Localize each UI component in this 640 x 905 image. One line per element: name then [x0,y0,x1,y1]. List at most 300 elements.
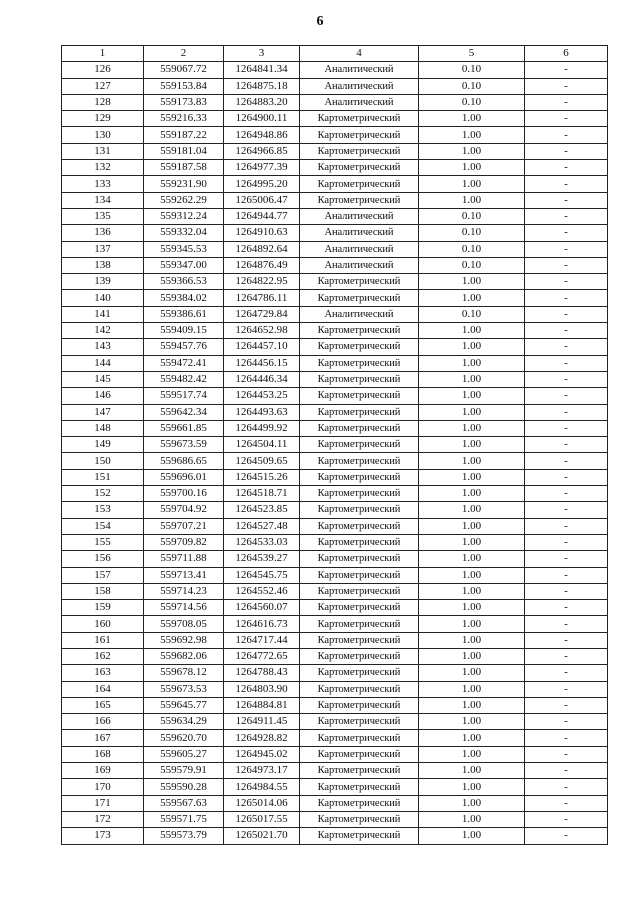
method-cell: Картометрический [300,632,419,648]
method-cell: Картометрический [300,420,419,436]
point-number-cell: 171 [62,795,144,811]
point-number-cell: 156 [62,551,144,567]
x-coordinate-cell: 559181.04 [144,143,224,159]
method-cell: Картометрический [300,730,419,746]
table-row [62,192,608,208]
x-coordinate-cell: 559366.53 [144,274,224,290]
accuracy-cell: 1.00 [419,371,525,387]
note-cell: - [525,225,608,241]
method-cell: Картометрический [300,404,419,420]
note-cell: - [525,208,608,224]
x-coordinate-cell: 559347.00 [144,257,224,273]
x-coordinate-cell: 559262.29 [144,192,224,208]
method-cell: Картометрический [300,371,419,387]
y-coordinate-cell: 1264453.25 [224,388,300,404]
column-header-4: 4 [300,46,419,62]
accuracy-cell: 1.00 [419,665,525,681]
point-number-cell: 131 [62,143,144,159]
accuracy-cell: 1.00 [419,127,525,143]
accuracy-cell: 1.00 [419,583,525,599]
note-cell: - [525,763,608,779]
accuracy-cell: 1.00 [419,160,525,176]
y-coordinate-cell: 1264493.63 [224,404,300,420]
x-coordinate-cell: 559713.41 [144,567,224,583]
point-number-cell: 141 [62,306,144,322]
note-cell: - [525,518,608,534]
table-row [62,632,608,648]
accuracy-cell: 1.00 [419,290,525,306]
table-row [62,697,608,713]
y-coordinate-cell: 1264977.39 [224,160,300,176]
point-number-cell: 147 [62,404,144,420]
x-coordinate-cell: 559661.85 [144,420,224,436]
method-cell: Картометрический [300,388,419,404]
x-coordinate-cell: 559714.23 [144,583,224,599]
accuracy-cell: 1.00 [419,730,525,746]
accuracy-cell: 1.00 [419,600,525,616]
method-cell: Картометрический [300,453,419,469]
accuracy-cell: 1.00 [419,551,525,567]
method-cell: Картометрический [300,534,419,550]
point-number-cell: 160 [62,616,144,632]
point-number-cell: 142 [62,323,144,339]
method-cell: Картометрический [300,274,419,290]
note-cell: - [525,648,608,664]
point-number-cell: 139 [62,274,144,290]
y-coordinate-cell: 1264948.86 [224,127,300,143]
method-cell: Аналитический [300,257,419,273]
table-row [62,583,608,599]
point-number-cell: 163 [62,665,144,681]
note-cell: - [525,730,608,746]
note-cell: - [525,567,608,583]
table-row [62,714,608,730]
point-number-cell: 170 [62,779,144,795]
y-coordinate-cell: 1264616.73 [224,616,300,632]
accuracy-cell: 1.00 [419,616,525,632]
y-coordinate-cell: 1264788.43 [224,665,300,681]
point-number-cell: 130 [62,127,144,143]
y-coordinate-cell: 1264539.27 [224,551,300,567]
table-row [62,371,608,387]
table-row [62,795,608,811]
note-cell: - [525,371,608,387]
method-cell: Картометрический [300,567,419,583]
note-cell: - [525,534,608,550]
point-number-cell: 169 [62,763,144,779]
x-coordinate-cell: 559153.84 [144,78,224,94]
x-coordinate-cell: 559620.70 [144,730,224,746]
x-coordinate-cell: 559696.01 [144,469,224,485]
method-cell: Аналитический [300,208,419,224]
accuracy-cell: 0.10 [419,225,525,241]
table-row [62,290,608,306]
x-coordinate-cell: 559231.90 [144,176,224,192]
method-cell: Аналитический [300,78,419,94]
method-cell: Аналитический [300,62,419,78]
y-coordinate-cell: 1264515.26 [224,469,300,485]
y-coordinate-cell: 1264995.20 [224,176,300,192]
page-number: 6 [316,14,324,29]
accuracy-cell: 1.00 [419,534,525,550]
table-row [62,143,608,159]
method-cell: Картометрический [300,160,419,176]
accuracy-cell: 1.00 [419,420,525,436]
method-cell: Картометрический [300,828,419,844]
point-number-cell: 138 [62,257,144,273]
accuracy-cell: 0.10 [419,208,525,224]
method-cell: Картометрический [300,583,419,599]
point-number-cell: 136 [62,225,144,241]
note-cell: - [525,583,608,599]
note-cell: - [525,420,608,436]
table-row [62,486,608,502]
point-number-cell: 166 [62,714,144,730]
column-header-6: 6 [525,46,608,62]
accuracy-cell: 1.00 [419,502,525,518]
point-number-cell: 155 [62,534,144,550]
accuracy-cell: 1.00 [419,681,525,697]
point-number-cell: 133 [62,176,144,192]
x-coordinate-cell: 559605.27 [144,746,224,762]
table-row [62,779,608,795]
y-coordinate-cell: 1264518.71 [224,486,300,502]
table-row [62,665,608,681]
point-number-cell: 164 [62,681,144,697]
x-coordinate-cell: 559590.28 [144,779,224,795]
accuracy-cell: 0.10 [419,78,525,94]
x-coordinate-cell: 559700.16 [144,486,224,502]
table-row [62,811,608,827]
table-row [62,78,608,94]
method-cell: Картометрический [300,339,419,355]
table-row [62,388,608,404]
table-row [62,111,608,127]
accuracy-cell: 1.00 [419,469,525,485]
x-coordinate-cell: 559673.53 [144,681,224,697]
accuracy-cell: 1.00 [419,274,525,290]
note-cell: - [525,94,608,110]
x-coordinate-cell: 559067.72 [144,62,224,78]
method-cell: Картометрический [300,697,419,713]
x-coordinate-cell: 559312.24 [144,208,224,224]
table-row [62,404,608,420]
note-cell: - [525,681,608,697]
y-coordinate-cell: 1264892.64 [224,241,300,257]
x-coordinate-cell: 559345.53 [144,241,224,257]
table-row [62,600,608,616]
point-number-cell: 153 [62,502,144,518]
point-number-cell: 149 [62,437,144,453]
x-coordinate-cell: 559678.12 [144,665,224,681]
accuracy-cell: 0.10 [419,241,525,257]
note-cell: - [525,486,608,502]
point-number-cell: 167 [62,730,144,746]
method-cell: Картометрический [300,811,419,827]
table-row [62,469,608,485]
x-coordinate-cell: 559573.79 [144,828,224,844]
method-cell: Картометрический [300,714,419,730]
note-cell: - [525,600,608,616]
table-row [62,648,608,664]
table-row [62,567,608,583]
accuracy-cell: 1.00 [419,632,525,648]
table-row [62,241,608,257]
method-cell: Картометрический [300,779,419,795]
x-coordinate-cell: 559216.33 [144,111,224,127]
x-coordinate-cell: 559711.88 [144,551,224,567]
x-coordinate-cell: 559187.22 [144,127,224,143]
y-coordinate-cell: 1264509.65 [224,453,300,469]
point-number-cell: 150 [62,453,144,469]
table-row [62,355,608,371]
method-cell: Картометрический [300,323,419,339]
x-coordinate-cell: 559457.76 [144,339,224,355]
accuracy-cell: 1.00 [419,518,525,534]
x-coordinate-cell: 559579.91 [144,763,224,779]
table-row [62,616,608,632]
point-number-cell: 159 [62,600,144,616]
note-cell: - [525,160,608,176]
method-cell: Картометрический [300,795,419,811]
note-cell: - [525,62,608,78]
table-row [62,534,608,550]
accuracy-cell: 1.00 [419,697,525,713]
method-cell: Картометрический [300,648,419,664]
y-coordinate-cell: 1265014.06 [224,795,300,811]
table-row [62,160,608,176]
table-row [62,274,608,290]
y-coordinate-cell: 1264457.10 [224,339,300,355]
accuracy-cell: 0.10 [419,306,525,322]
y-coordinate-cell: 1264729.84 [224,306,300,322]
table-row [62,62,608,78]
table-row [62,94,608,110]
point-number-cell: 157 [62,567,144,583]
point-number-cell: 151 [62,469,144,485]
note-cell: - [525,323,608,339]
y-coordinate-cell: 1264552.46 [224,583,300,599]
y-coordinate-cell: 1264527.48 [224,518,300,534]
method-cell: Картометрический [300,551,419,567]
accuracy-cell: 1.00 [419,176,525,192]
x-coordinate-cell: 559708.05 [144,616,224,632]
table-row [62,763,608,779]
table-row [62,681,608,697]
x-coordinate-cell: 559386.61 [144,306,224,322]
y-coordinate-cell: 1264456.15 [224,355,300,371]
method-cell: Картометрический [300,746,419,762]
note-cell: - [525,665,608,681]
table-row [62,420,608,436]
note-cell: - [525,404,608,420]
note-cell: - [525,828,608,844]
note-cell: - [525,811,608,827]
method-cell: Картометрический [300,681,419,697]
note-cell: - [525,143,608,159]
column-header-2: 2 [144,46,224,62]
point-number-cell: 146 [62,388,144,404]
y-coordinate-cell: 1265006.47 [224,192,300,208]
point-number-cell: 140 [62,290,144,306]
table-row [62,306,608,322]
note-cell: - [525,795,608,811]
y-coordinate-cell: 1264786.11 [224,290,300,306]
point-number-cell: 135 [62,208,144,224]
x-coordinate-cell: 559634.29 [144,714,224,730]
point-number-cell: 144 [62,355,144,371]
point-number-cell: 158 [62,583,144,599]
note-cell: - [525,274,608,290]
accuracy-cell: 0.10 [419,94,525,110]
y-coordinate-cell: 1264545.75 [224,567,300,583]
accuracy-cell: 1.00 [419,567,525,583]
y-coordinate-cell: 1264875.18 [224,78,300,94]
y-coordinate-cell: 1264900.11 [224,111,300,127]
note-cell: - [525,453,608,469]
y-coordinate-cell: 1264652.98 [224,323,300,339]
method-cell: Картометрический [300,111,419,127]
method-cell: Картометрический [300,176,419,192]
note-cell: - [525,111,608,127]
note-cell: - [525,339,608,355]
y-coordinate-cell: 1264772.65 [224,648,300,664]
method-cell: Аналитический [300,241,419,257]
y-coordinate-cell: 1264911.45 [224,714,300,730]
x-coordinate-cell: 559704.92 [144,502,224,518]
accuracy-cell: 1.00 [419,795,525,811]
y-coordinate-cell: 1264523.85 [224,502,300,518]
method-cell: Аналитический [300,306,419,322]
accuracy-cell: 1.00 [419,486,525,502]
table-row [62,746,608,762]
note-cell: - [525,355,608,371]
y-coordinate-cell: 1265017.55 [224,811,300,827]
accuracy-cell: 1.00 [419,437,525,453]
method-cell: Картометрический [300,143,419,159]
y-coordinate-cell: 1264984.55 [224,779,300,795]
x-coordinate-cell: 559384.02 [144,290,224,306]
note-cell: - [525,388,608,404]
note-cell: - [525,257,608,273]
accuracy-cell: 1.00 [419,763,525,779]
y-coordinate-cell: 1264533.03 [224,534,300,550]
point-number-cell: 137 [62,241,144,257]
note-cell: - [525,290,608,306]
table-row [62,518,608,534]
y-coordinate-cell: 1264945.02 [224,746,300,762]
method-cell: Картометрический [300,616,419,632]
y-coordinate-cell: 1264560.07 [224,600,300,616]
note-cell: - [525,616,608,632]
accuracy-cell: 1.00 [419,355,525,371]
table-header [62,46,608,62]
table-row [62,502,608,518]
method-cell: Картометрический [300,600,419,616]
point-number-cell: 152 [62,486,144,502]
point-number-cell: 134 [62,192,144,208]
accuracy-cell: 1.00 [419,779,525,795]
coordinates-table [61,45,608,845]
note-cell: - [525,192,608,208]
x-coordinate-cell: 559692.98 [144,632,224,648]
y-coordinate-cell: 1264841.34 [224,62,300,78]
table-row [62,257,608,273]
x-coordinate-cell: 559707.21 [144,518,224,534]
note-cell: - [525,241,608,257]
y-coordinate-cell: 1264944.77 [224,208,300,224]
table-row [62,176,608,192]
table-row [62,225,608,241]
header-row [62,46,608,62]
method-cell: Картометрический [300,502,419,518]
point-number-cell: 168 [62,746,144,762]
x-coordinate-cell: 559472.41 [144,355,224,371]
note-cell: - [525,502,608,518]
point-number-cell: 127 [62,78,144,94]
note-cell: - [525,714,608,730]
x-coordinate-cell: 559682.06 [144,648,224,664]
point-number-cell: 165 [62,697,144,713]
method-cell: Картометрический [300,486,419,502]
method-cell: Картометрический [300,192,419,208]
accuracy-cell: 1.00 [419,192,525,208]
y-coordinate-cell: 1264803.90 [224,681,300,697]
accuracy-cell: 1.00 [419,714,525,730]
note-cell: - [525,176,608,192]
note-cell: - [525,746,608,762]
y-coordinate-cell: 1264717.44 [224,632,300,648]
accuracy-cell: 1.00 [419,111,525,127]
accuracy-cell: 0.10 [419,257,525,273]
accuracy-cell: 1.00 [419,339,525,355]
accuracy-cell: 1.00 [419,453,525,469]
point-number-cell: 173 [62,828,144,844]
y-coordinate-cell: 1264883.20 [224,94,300,110]
note-cell: - [525,779,608,795]
note-cell: - [525,697,608,713]
y-coordinate-cell: 1265021.70 [224,828,300,844]
y-coordinate-cell: 1264910.63 [224,225,300,241]
y-coordinate-cell: 1264504.11 [224,437,300,453]
accuracy-cell: 1.00 [419,404,525,420]
accuracy-cell: 1.00 [419,323,525,339]
method-cell: Картометрический [300,290,419,306]
method-cell: Картометрический [300,469,419,485]
table-row [62,828,608,844]
method-cell: Картометрический [300,127,419,143]
y-coordinate-cell: 1264966.85 [224,143,300,159]
note-cell: - [525,632,608,648]
accuracy-cell: 1.00 [419,746,525,762]
x-coordinate-cell: 559714.56 [144,600,224,616]
table-row [62,339,608,355]
x-coordinate-cell: 559332.04 [144,225,224,241]
accuracy-cell: 1.00 [419,828,525,844]
point-number-cell: 154 [62,518,144,534]
point-number-cell: 132 [62,160,144,176]
point-number-cell: 162 [62,648,144,664]
column-header-1: 1 [62,46,144,62]
x-coordinate-cell: 559673.59 [144,437,224,453]
y-coordinate-cell: 1264446.34 [224,371,300,387]
x-coordinate-cell: 559187.58 [144,160,224,176]
accuracy-cell: 1.00 [419,648,525,664]
method-cell: Картометрический [300,665,419,681]
table-row [62,127,608,143]
y-coordinate-cell: 1264499.92 [224,420,300,436]
note-cell: - [525,469,608,485]
